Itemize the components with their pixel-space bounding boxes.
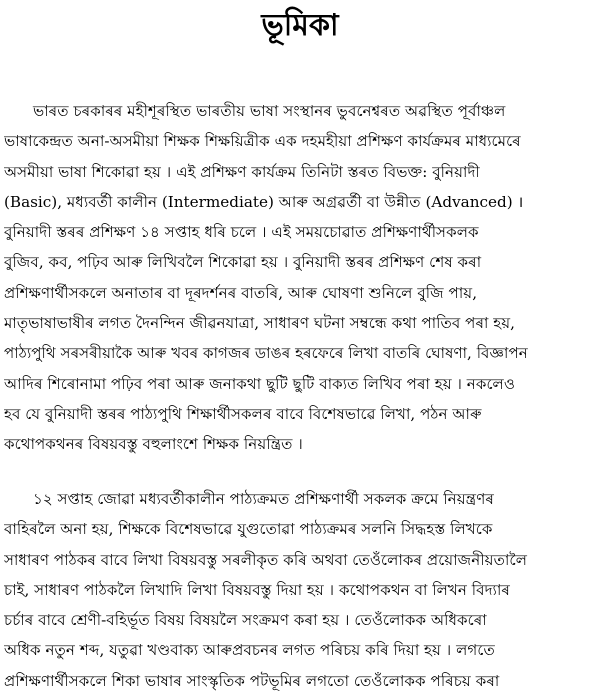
paragraph-2 — [4, 484, 594, 696]
text-line: প্ৰশিক্ষণাৰ্থীসকলে অনাতাৰ বা দূৰদৰ্শনৰ বাতৰি, আৰু ঘোষণা শুনিলে বুজি পায়, — [4, 283, 478, 302]
text-line: ভাষাকেন্দ্ৰত অনা-অসমীয়া শিক্ষক শিক্ষয়িত্ৰীক এক দহমহীয়া প্ৰশিক্ষণ কাৰ্যক্ৰমৰ মাধ্যমেৰে — [4, 132, 521, 151]
text-line: সাধাৰণ পাঠকৰ বাবে লিখা বিষয়বস্তু সৰলীকৃত কৰি অথবা তেওঁলোকৰ প্ৰয়োজনীয়তালৈ — [4, 550, 528, 569]
text-line: কথোপকথনৰ বিষয়বস্তু বহুলাংশে শিক্ষক নিয়ন্ত্ৰিত । — [4, 435, 303, 454]
paragraph-1 — [4, 96, 594, 460]
text-line: প্ৰশিক্ষণাৰ্থীসকলে শিকা ভাষাৰ সাংস্কৃতিক পটভূমিৰ লগতো তেওঁলোকক পৰিচয় কৰা — [4, 671, 500, 690]
text-line: বুজিব, কব, পঢ়িব আৰু লিখিবলৈ শিকোৱা হয় । বুনিয়াদী স্তৰৰ প্ৰশিক্ষণ শেষ কৰা — [4, 253, 482, 272]
text-line: (Basic), মধ্যবৰ্তী কালীন (Intermediate) আৰু অগ্ৰৱৰ্তী বা উন্নীত (Advanced) । — [4, 192, 524, 211]
text-line: ১২ সপ্তাহ জোৱা মধ্যবৰ্তীকালীন পাঠ্যক্ৰমত প্ৰশিক্ষণাৰ্থী সকলক ক্ৰমে নিয়ন্ত্ৰণৰ — [4, 490, 494, 508]
text-line: ভাৰত চৰকাৰৰ মহীশূৰস্থিত ভাৰতীয় ভাষা সংস্থানৰ ভুবনেশ্বৰত অৱস্থিত পূৰ্বাঞ্চল — [4, 102, 506, 120]
text-line: চাই, সাধাৰণ পাঠকলৈ লিখাদি লিখা বিষয়বস্তু দিয়া হয় । কথোপকথন বা লিখন বিদ্যাৰ — [4, 580, 510, 599]
text-line: হব যে বুনিয়াদী স্তৰৰ পাঠ্যপুথি শিক্ষাৰ্থীসকলৰ বাবে বিশেষভাৱে লিখা, পঠন আৰু — [4, 404, 482, 423]
text-line: অসমীয়া ভাষা শিকোৱা হয় । এই প্ৰশিক্ষণ কাৰ্যক্ৰম তিনিটা স্তৰত বিভক্ত: বুনিয়াদী — [4, 162, 480, 181]
page-title: ভূমিকা — [261, 8, 339, 43]
text-line: অধিক নতুন শব্দ, যতুৱা খণ্ডবাক্য আৰুপ্ৰবচনৰ লগত পৰিচয় কৰি দিয়া হয় । লগতে — [4, 641, 495, 660]
text-line: পাঠ্যপুথি সৰসৰীয়াকৈ আৰু খবৰ কাগজৰ ডাঙৰ হৰফেৰে লিখা বাতৰি ঘোষণা, বিজ্ঞাপন — [4, 344, 528, 363]
text-line: মাতৃভাষাভাষীৰ লগত দৈনন্দিন জীৱনযাত্ৰা, সাধাৰণ ঘটনা সম্বন্ধে কথা পাতিব পৰা হয়, — [4, 314, 515, 333]
text-line: বাহিৰলৈ অনা হয়, শিক্ষকে বিশেষভাৱে যুগুতোৱা পাঠ্যক্ৰমৰ সলনি সিদ্ধহস্ত লিখকে — [4, 520, 493, 539]
text-line: বুনিয়াদী স্তৰৰ প্ৰশিক্ষণ ১৪ সপ্তাহ ধৰি চলে । এই সময়চোৱাত প্ৰশিক্ষণাৰ্থীসকলক — [4, 223, 479, 242]
text-line: আদিৰ শিৰোনামা পঢ়িব পৰা আৰু জনাকথা ছুটি ছুটি বাক্যত লিখিব পৰা হয় । নকলেও — [4, 374, 516, 393]
text-line: চৰ্চাৰ বাবে শ্ৰেণী-বহিৰ্ভূত বিষয় বিষয়লৈ সংক্ৰমণ কৰা হয় । তেওঁলোকক অধিকৰো — [4, 611, 487, 630]
